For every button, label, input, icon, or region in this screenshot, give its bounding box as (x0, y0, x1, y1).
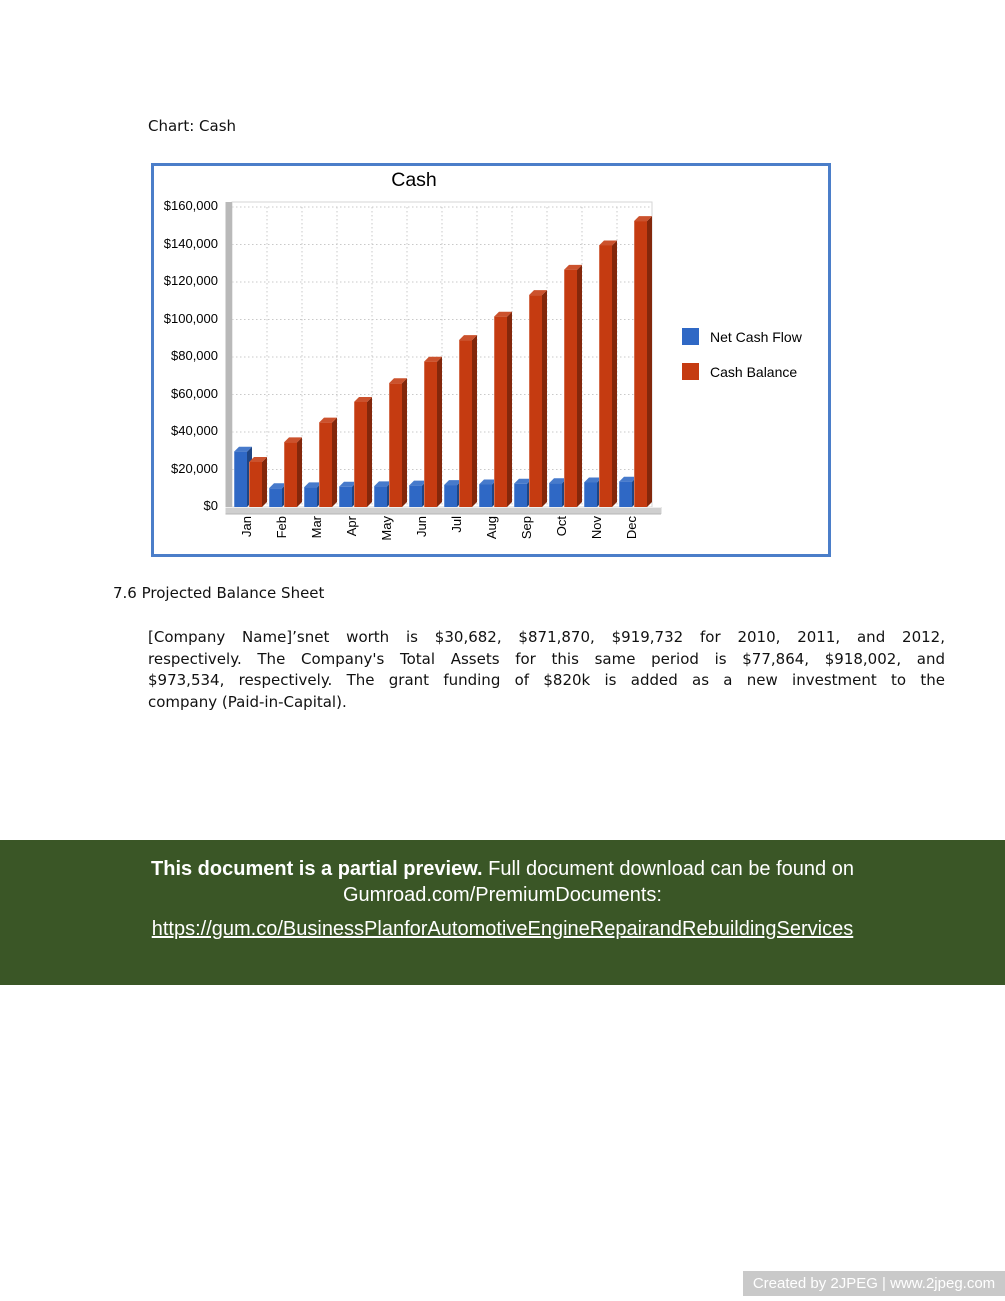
y-axis-label: $0 (203, 498, 218, 513)
x-axis-label: Feb (274, 516, 289, 539)
y-axis-label: $20,000 (171, 460, 218, 476)
x-axis-label: May (379, 516, 394, 541)
x-axis-label: Nov (589, 516, 604, 540)
balance-sheet-paragraph (148, 627, 945, 713)
legend-label: Net Cash Flow (710, 329, 802, 345)
x-axis-label: Jun (414, 516, 429, 537)
y-axis-label: $100,000 (163, 310, 218, 326)
y-axis-label: $60,000 (171, 385, 218, 401)
cash-balance-swatch (682, 363, 699, 380)
x-axis-label: Sep (519, 516, 534, 540)
banner-line2: Gumroad.com/PremiumDocuments: (343, 884, 662, 906)
x-axis-label: Mar (309, 516, 324, 539)
x-axis-label: Aug (484, 516, 499, 540)
paragraph-line: [Company Name]’snet worth is $30,682, $871,870, $919,732 for 2010, 2011, and 2012, (148, 628, 945, 646)
y-axis-label: $80,000 (171, 348, 218, 363)
y-axis-label: $160,000 (163, 198, 218, 213)
paragraph-line: respectively. The Company's Total Assets for this same period is $77,864, $918,002, and (148, 649, 945, 668)
x-axis-label: Oct (554, 516, 569, 537)
paragraph-line: company (Paid-in-Capital). (148, 692, 347, 711)
section-heading: 7.6 Projected Balance Sheet (113, 584, 325, 602)
x-axis-label: Jan (239, 516, 254, 537)
y-axis-label: $40,000 (171, 423, 218, 438)
preview-banner-text (60, 856, 945, 908)
x-axis-label: Jul (449, 516, 464, 533)
cash-chart-canvas (224, 196, 674, 526)
x-axis-label: Apr (344, 516, 359, 537)
chart-title: Cash (391, 169, 437, 191)
x-axis-label: Dec (624, 516, 639, 540)
banner-link-row (0, 918, 1005, 941)
net-cash-flow-swatch (682, 328, 699, 345)
y-axis-label: $140,000 (163, 235, 218, 251)
watermark-credit: Created by 2JPEG | www.2jpeg.com (743, 1271, 1005, 1296)
chart-caption: Chart: Cash (148, 117, 237, 135)
banner-rest-text: Full document download can be found on (488, 858, 854, 880)
gumroad-link[interactable]: https://gum.co/BusinessPlanforAutomotiveEngineRepairandRebuildingServices (151, 918, 854, 940)
y-axis-label: $120,000 (163, 273, 218, 288)
banner-bold-text: This document is a partial preview. (151, 858, 483, 880)
preview-banner (0, 840, 1005, 985)
paragraph-line: $973,534, respectively. The grant funding of $820k is added as a new investment to the (148, 671, 945, 689)
legend-label: Cash Balance (710, 364, 798, 380)
cash-chart (151, 163, 831, 557)
